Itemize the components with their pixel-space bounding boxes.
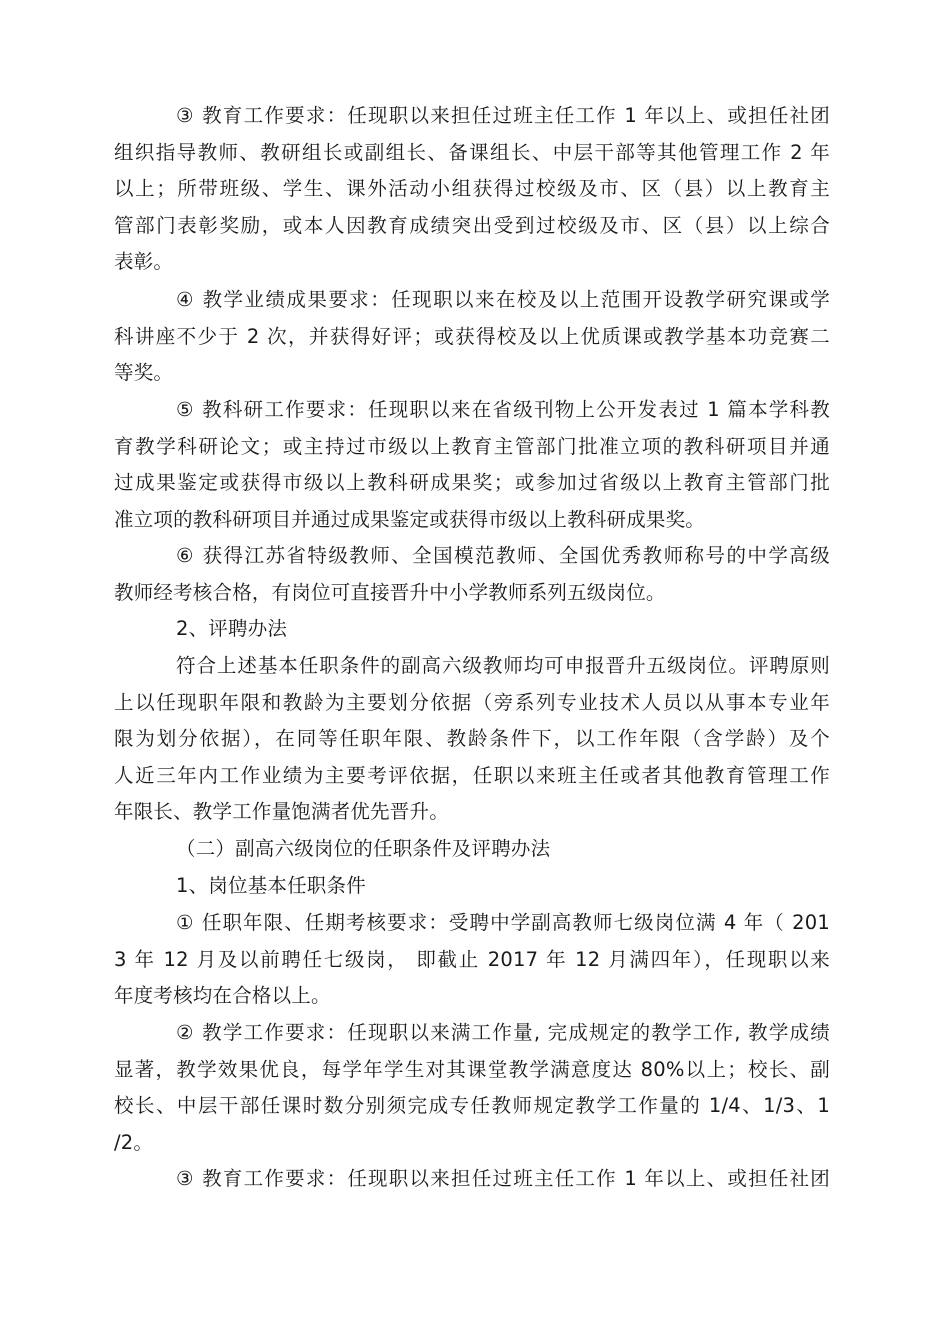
text-line: ③ 教育工作要求：任现职以来担任过班主任工作 1 年以上、或担任社团 bbox=[176, 1167, 830, 1190]
paragraph-teaching-workload bbox=[176, 1015, 830, 1052]
text-line: 准立项的教科研项目并通过成果鉴定或获得市级以上教科研成果奖。 bbox=[114, 507, 706, 531]
text-line: 限为划分依据），在同等任职年限、教龄条件下，以工作年限（含学龄）及个 bbox=[114, 727, 830, 750]
text-line: 1、岗位基本任职条件 bbox=[176, 874, 366, 897]
text-line: （二）副高六级岗位的任职条件及评聘办法 bbox=[176, 837, 551, 860]
text-line: ① 任职年限、任期考核要求：受聘中学副高教师七级岗位满 4 年（ 201 bbox=[176, 911, 830, 934]
text-line: 上以任现职年限和教龄为主要划分依据（旁系列专业技术人员以从事本专业年 bbox=[114, 690, 830, 714]
paragraph-research-requirement-cont bbox=[114, 429, 830, 539]
paragraph-evaluation-principle bbox=[176, 648, 830, 685]
text-line: ④ 教学业绩成果要求：任现职以来在校及以上范围开设教学研究课或学 bbox=[176, 288, 830, 311]
text-line: ③ 教育工作要求：任现职以来担任过班主任工作 1 年以上、或担任社团 bbox=[176, 104, 830, 127]
text-line: 3 年 12 月及以前聘任七级岗， 即截止 2017 年 12 月满四年），任现职以来 bbox=[114, 947, 830, 971]
paragraph-research-requirement bbox=[176, 392, 830, 429]
text-line: 显著，教学效果优良，每学年学生对其课堂教学满意度达 80%以上；校长、副 bbox=[114, 1057, 830, 1081]
paragraph-education-requirement-cont bbox=[114, 135, 830, 281]
paragraph-special-teacher bbox=[176, 538, 830, 575]
text-line: ② 教学工作要求：任现职以来满工作量, 完成规定的教学工作, 教学成绩 bbox=[176, 1021, 830, 1044]
paragraph-education-requirement-repeat bbox=[176, 1161, 830, 1198]
text-line: 育教学科研论文；或主持过市级以上教育主管部门批准立项的教科研项目并通 bbox=[114, 434, 830, 458]
text-line: ⑤ 教科研工作要求：任现职以来在省级刊物上公开发表过 1 篇本学科教 bbox=[176, 398, 830, 421]
paragraph-special-teacher-cont bbox=[114, 575, 830, 612]
section-heading-basic-conditions bbox=[176, 868, 830, 905]
text-line: 年度考核均在合格以上。 bbox=[114, 984, 331, 1007]
text-line: 表彰。 bbox=[114, 250, 174, 273]
text-line: 校长、中层干部任课时数分别须完成专任教师规定教学工作量的 1/4、1/3、1 bbox=[114, 1094, 830, 1117]
paragraph-tenure-requirement bbox=[176, 905, 830, 942]
paragraph-teaching-achievement bbox=[176, 282, 830, 319]
text-line: 年限长、教学工作量饱满者优先晋升。 bbox=[114, 800, 449, 823]
paragraph-education-requirement bbox=[176, 98, 830, 135]
text-line: 组织指导教师、教研组长或副组长、备课组长、中层干部等其他管理工作 2 年 bbox=[114, 140, 830, 164]
text-line: 以上；所带班级、学生、课外活动小组获得过校级及市、区（县）以上教育主 bbox=[114, 177, 830, 200]
text-line: 2、评聘办法 bbox=[176, 617, 288, 640]
text-line: 教师经考核合格，有岗位可直接晋升中小学教师系列五级岗位。 bbox=[114, 580, 666, 604]
paragraph-evaluation-principle-cont bbox=[114, 685, 830, 831]
text-line: 科讲座不少于 2 次，并获得好评；或获得校及以上优质课或教学基本功竞赛二 bbox=[114, 324, 830, 348]
section-heading-level6-conditions bbox=[176, 831, 830, 868]
paragraph-tenure-requirement-cont bbox=[114, 942, 830, 1015]
text-line: /2。 bbox=[114, 1130, 154, 1154]
section-heading-evaluation-method bbox=[176, 611, 830, 648]
text-line: 人近三年内工作业绩为主要考评依据，任职以来班主任或者其他教育管理工作 bbox=[114, 763, 830, 787]
text-line: 过成果鉴定或获得市级以上教科研成果奖；或参加过省级以上教育主管部门批 bbox=[114, 471, 830, 494]
text-line: ⑥ 获得江苏省特级教师、全国模范教师、全国优秀教师称号的中学高级 bbox=[176, 544, 830, 567]
text-line: 管部门表彰奖励，或本人因教育成绩突出受到过校级及市、区（县）以上综合 bbox=[114, 213, 830, 237]
paragraph-teaching-workload-cont bbox=[114, 1052, 830, 1162]
paragraph-teaching-achievement-cont bbox=[114, 319, 830, 392]
text-line: 符合上述基本任职条件的副高六级教师均可申报晋升五级岗位。评聘原则 bbox=[176, 654, 830, 677]
text-line: 等奖。 bbox=[114, 361, 174, 384]
